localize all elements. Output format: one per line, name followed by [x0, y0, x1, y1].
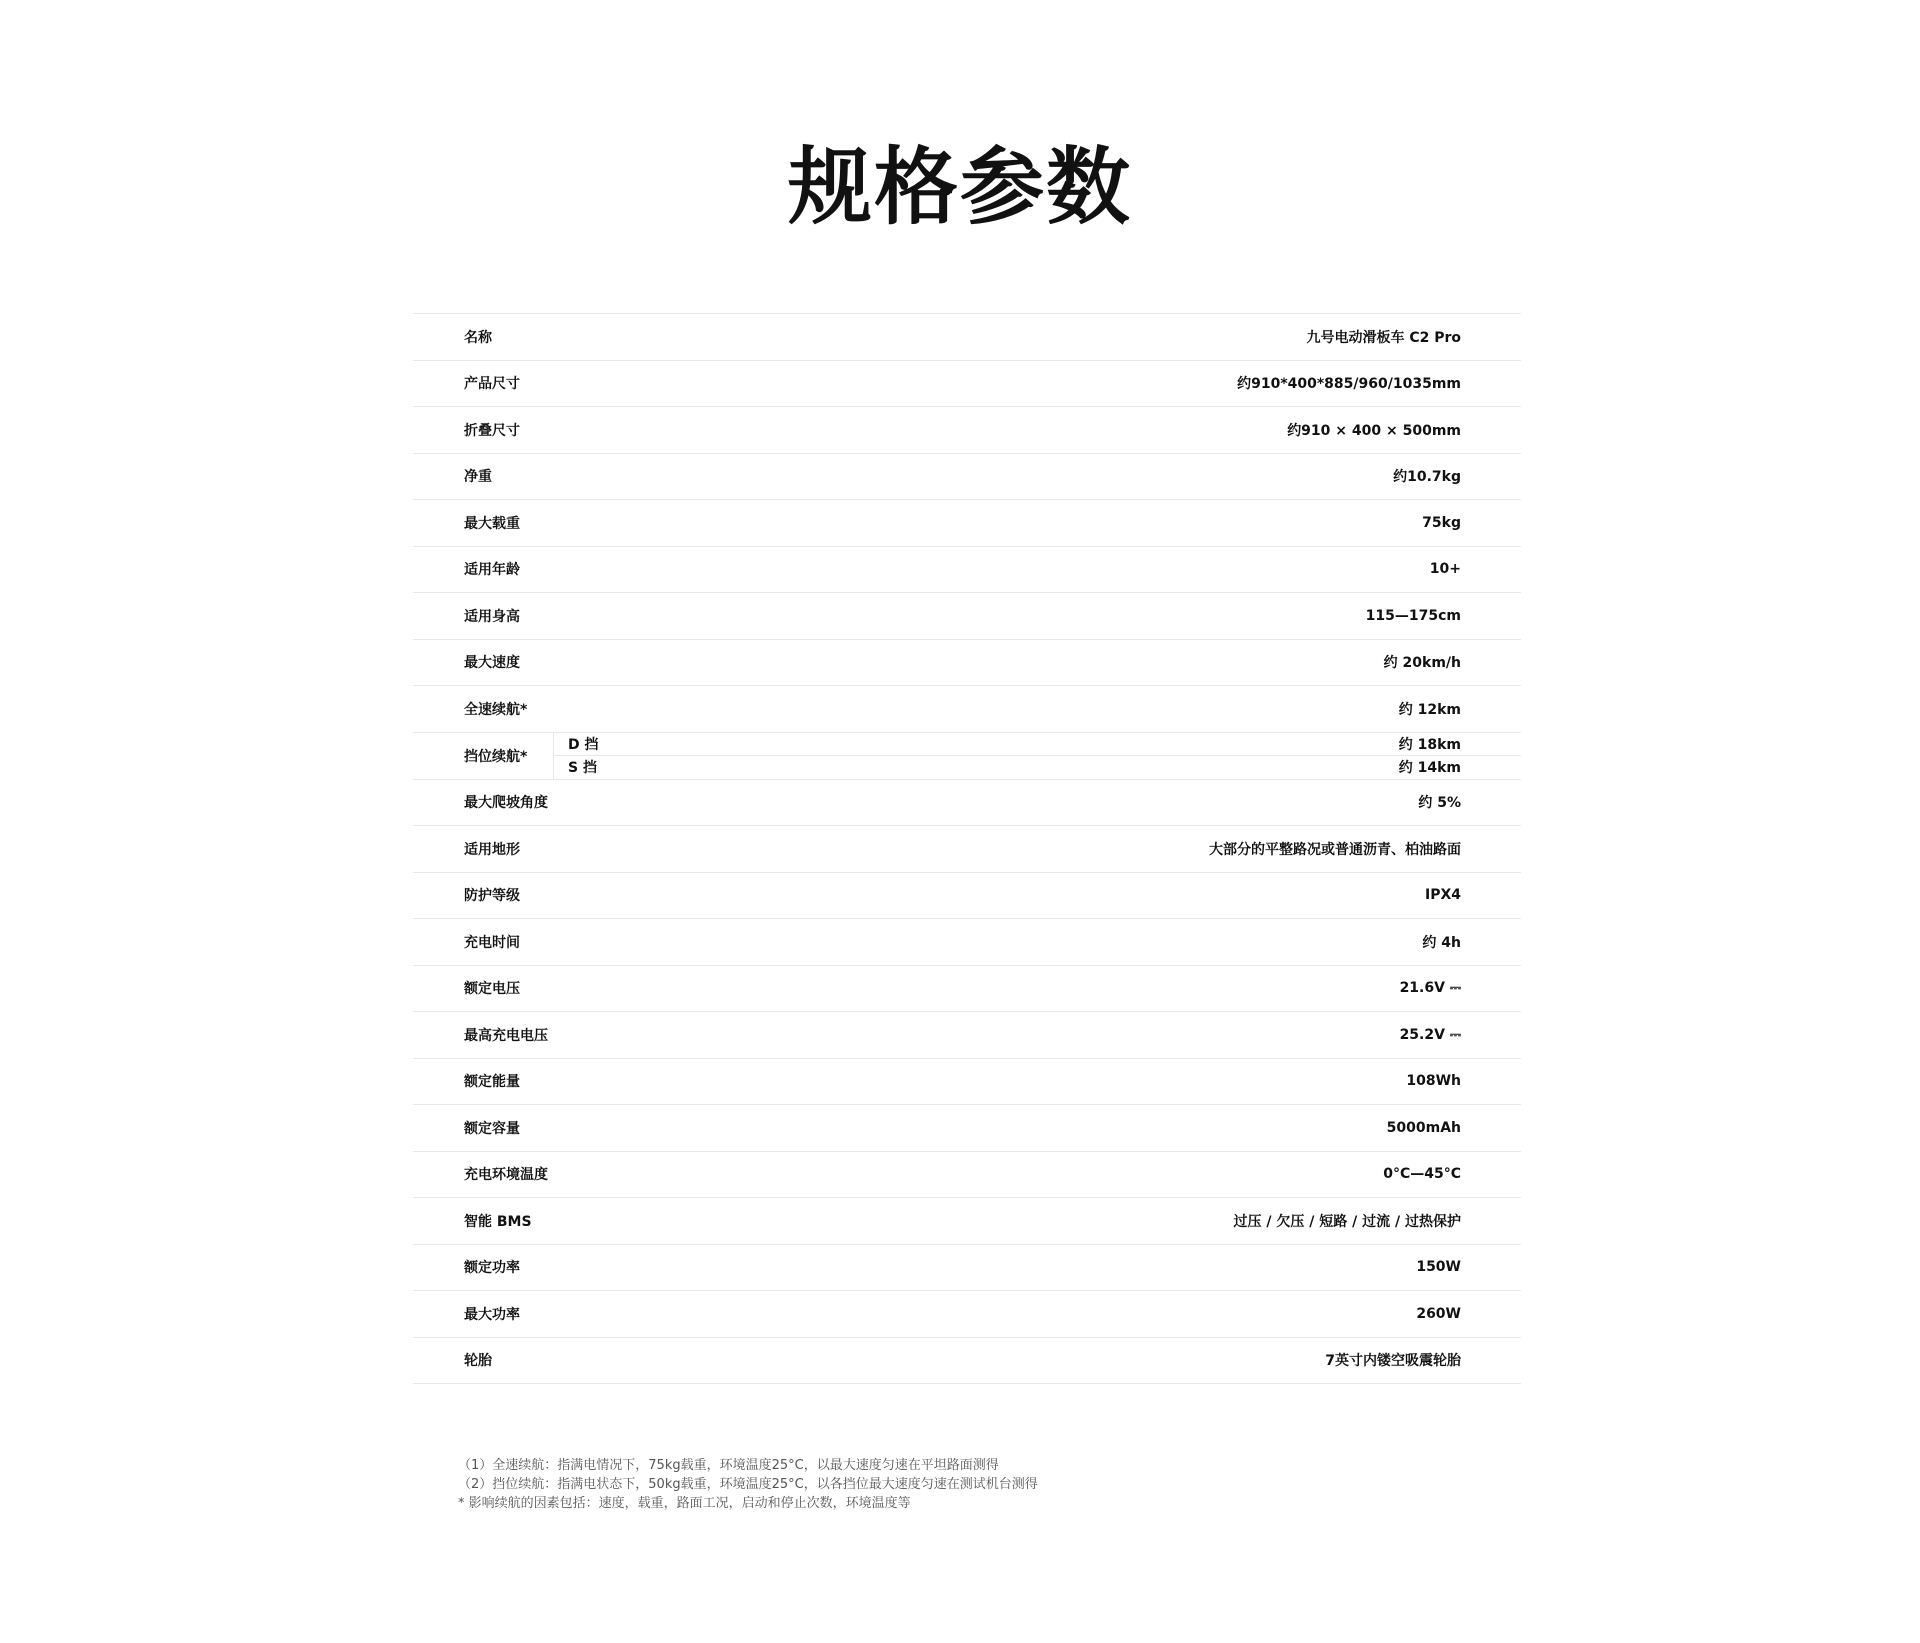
- spec-value: 25.2V ⎓: [1399, 1026, 1461, 1043]
- spec-label: 产品尺寸: [464, 376, 520, 393]
- spec-row-net-weight: [413, 454, 1521, 501]
- gear-range-s: [553, 756, 1521, 779]
- spec-row-rated-capacity: [413, 1105, 1521, 1152]
- spec-label: 额定电压: [464, 981, 520, 998]
- spec-value: 约 5%: [1418, 795, 1461, 812]
- spec-row-rated-power: [413, 1245, 1521, 1292]
- footnote: （1）全速续航：指满电情况下，75kg载重，环境温度25°C，以最大速度匀速在平坦路面测得: [458, 1458, 999, 1473]
- spec-value: 约910*400*885/960/1035mm: [1237, 376, 1461, 393]
- spec-label: 额定能量: [464, 1074, 520, 1091]
- spec-value: 大部分的平整路况或普通沥青、柏油路面: [1209, 841, 1461, 858]
- spec-value: 10+: [1429, 561, 1461, 578]
- spec-label: 充电时间: [464, 934, 520, 951]
- spec-label: 轮胎: [464, 1353, 492, 1370]
- spec-row-height: [413, 593, 1521, 640]
- gear-value: 约 14km: [1398, 760, 1461, 776]
- spec-value: 九号电动滑板车 C2 Pro: [1306, 329, 1461, 346]
- spec-table: [413, 313, 1521, 1384]
- spec-label: 最高充电电压: [464, 1027, 548, 1044]
- spec-label: 充电环境温度: [464, 1167, 548, 1184]
- gear-range-label-cell: [413, 733, 554, 779]
- spec-row-charge-temp: [413, 1152, 1521, 1199]
- spec-row-rated-energy: [413, 1059, 1521, 1106]
- spec-value: 约 12km: [1398, 701, 1461, 718]
- footnote: （2）挡位续航：指满电状态下，50kg载重，环境温度25°C，以各挡位最大速度匀速在测试机台测得: [458, 1477, 1038, 1492]
- spec-label: 最大载重: [464, 515, 520, 532]
- spec-value: 过压 / 欠压 / 短路 / 过流 / 过热保护: [1233, 1213, 1461, 1230]
- spec-value: 约 4h: [1422, 934, 1461, 951]
- gear-name: S 挡: [568, 760, 597, 776]
- gear-name: D 挡: [568, 736, 599, 753]
- page-title: 规格参数: [787, 138, 1132, 236]
- spec-row-rated-voltage: [413, 966, 1521, 1013]
- spec-row-product-size: [413, 361, 1521, 408]
- spec-label: 最大功率: [464, 1306, 520, 1323]
- spec-row-charge-time: [413, 919, 1521, 966]
- spec-row-terrain: [413, 826, 1521, 873]
- footnotes: [458, 1456, 1038, 1513]
- spec-row-climb: [413, 780, 1521, 827]
- gear-value: 约 18km: [1398, 736, 1461, 753]
- spec-value: 约 20km/h: [1383, 655, 1461, 672]
- spec-row-max-power: [413, 1291, 1521, 1338]
- spec-row-folded-size: [413, 407, 1521, 454]
- spec-row-protection: [413, 873, 1521, 920]
- spec-label: 挡位续航*: [464, 748, 528, 765]
- spec-row-max-speed: [413, 640, 1521, 687]
- spec-label: 名称: [464, 329, 492, 346]
- gear-range-d: [553, 733, 1521, 756]
- spec-row-name: [413, 314, 1521, 361]
- spec-label: 全速续航*: [464, 701, 528, 718]
- spec-value: 108Wh: [1406, 1073, 1461, 1090]
- spec-value: 115—175cm: [1365, 607, 1461, 624]
- spec-value: 7英寸内镂空吸震轮胎: [1325, 1353, 1461, 1370]
- spec-label: 额定容量: [464, 1120, 520, 1137]
- spec-label: 智能 BMS: [464, 1213, 532, 1230]
- spec-row-tire: [413, 1338, 1521, 1385]
- gear-range-lines: [553, 733, 1521, 779]
- spec-label: 净重: [464, 469, 492, 486]
- spec-label: 防护等级: [464, 888, 520, 905]
- spec-value: 75kg: [1422, 514, 1461, 531]
- spec-value: 21.6V ⎓: [1399, 980, 1461, 997]
- spec-value: 260W: [1416, 1305, 1461, 1322]
- footnote: * 影响续航的因素包括：速度，载重，路面工况，启动和停止次数，环境温度等: [458, 1496, 911, 1511]
- spec-row-max-load: [413, 500, 1521, 547]
- spec-label: 额定功率: [464, 1260, 520, 1277]
- spec-row-age: [413, 547, 1521, 594]
- spec-label: 最大爬坡角度: [464, 795, 548, 812]
- spec-value: IPX4: [1424, 887, 1461, 904]
- spec-row-max-charge-voltage: [413, 1012, 1521, 1059]
- spec-label: 适用年龄: [464, 562, 520, 579]
- spec-label: 适用地形: [464, 841, 520, 858]
- spec-value: 5000mAh: [1386, 1119, 1461, 1136]
- spec-label: 折叠尺寸: [464, 422, 520, 439]
- spec-label: 最大速度: [464, 655, 520, 672]
- spec-value: 0°C—45°C: [1383, 1166, 1461, 1183]
- spec-label: 适用身高: [464, 608, 520, 625]
- spec-row-bms: [413, 1198, 1521, 1245]
- spec-row-full-range: [413, 686, 1521, 733]
- spec-value: 约910 × 400 × 500mm: [1287, 422, 1461, 439]
- spec-value: 约10.7kg: [1393, 469, 1461, 486]
- spec-row-gear-range: [413, 733, 1521, 780]
- spec-value: 150W: [1416, 1259, 1461, 1276]
